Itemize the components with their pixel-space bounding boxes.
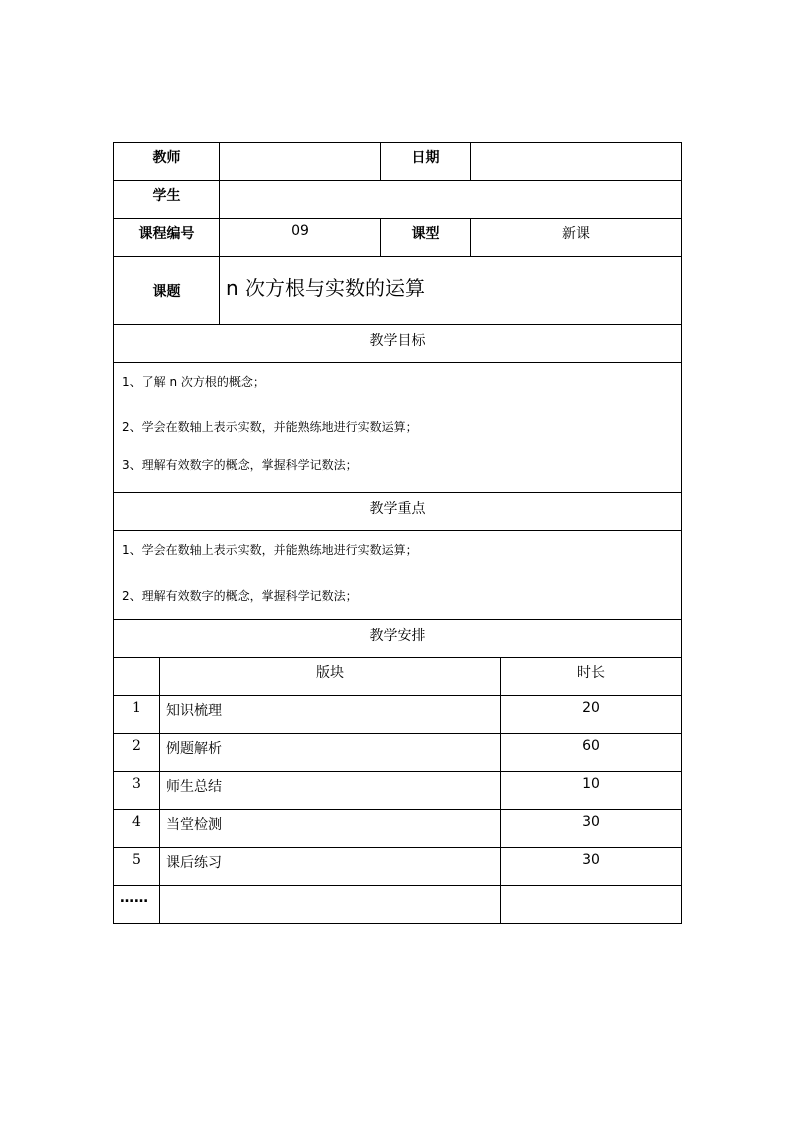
lesson-type-label: 课型 — [381, 219, 471, 257]
ellipsis-cell: …… — [114, 886, 160, 924]
module-cell: 例题解析 — [160, 734, 501, 772]
schedule-title: 教学安排 — [114, 620, 682, 658]
module-cell: 当堂检测 — [160, 810, 501, 848]
teacher-field[interactable] — [220, 143, 381, 181]
duration-cell: 10 — [501, 772, 682, 810]
table-row — [114, 810, 682, 848]
table-row — [114, 734, 682, 772]
table-row — [114, 848, 682, 886]
objective-item: 1、了解 n 次方根的概念； — [122, 375, 265, 389]
date-field[interactable] — [471, 143, 682, 181]
teacher-label: 教师 — [114, 143, 220, 181]
duration-cell: 60 — [501, 734, 682, 772]
objective-item: 2、学会在数轴上表示实数，并能熟练地进行实数运算； — [122, 420, 418, 434]
key-point-item: 1、学会在数轴上表示实数，并能熟练地进行实数运算； — [122, 543, 418, 557]
row-number: 5 — [114, 848, 160, 886]
duration-cell: 20 — [501, 696, 682, 734]
topic-label: 课题 — [114, 257, 220, 325]
row-number: 4 — [114, 810, 160, 848]
table-row — [114, 696, 682, 734]
duration-cell — [501, 886, 682, 924]
duration-cell: 30 — [501, 810, 682, 848]
date-label: 日期 — [381, 143, 471, 181]
objective-item: 3、理解有效数字的概念，掌握科学记数法； — [122, 458, 358, 472]
module-cell: 课后练习 — [160, 848, 501, 886]
duration-cell: 30 — [501, 848, 682, 886]
student-field[interactable] — [220, 181, 682, 219]
table-row — [114, 772, 682, 810]
module-cell: 师生总结 — [160, 772, 501, 810]
lesson-info-table — [113, 142, 682, 658]
table-row — [114, 886, 682, 924]
objectives-title: 教学目标 — [114, 325, 682, 363]
lesson-type-value: 新课 — [471, 219, 682, 257]
schedule-header-row — [114, 658, 682, 696]
row-number: 3 — [114, 772, 160, 810]
row-number: 2 — [114, 734, 160, 772]
key-points-title: 教学重点 — [114, 493, 682, 531]
course-no-label: 课程编号 — [114, 219, 220, 257]
course-no-value: 09 — [220, 219, 381, 257]
topic-value: n 次方根与实数的运算 — [220, 257, 682, 325]
duration-column-header: 时长 — [501, 658, 682, 696]
schedule-no-header — [114, 658, 160, 696]
module-column-header: 版块 — [160, 658, 501, 696]
module-cell — [160, 886, 501, 924]
objectives-list — [114, 363, 682, 493]
key-point-item: 2、理解有效数字的概念，掌握科学记数法； — [122, 589, 358, 603]
lesson-plan-sheet — [113, 142, 681, 924]
schedule-table — [113, 657, 682, 924]
module-cell: 知识梳理 — [160, 696, 501, 734]
student-label: 学生 — [114, 181, 220, 219]
row-number: 1 — [114, 696, 160, 734]
key-points-list — [114, 531, 682, 620]
